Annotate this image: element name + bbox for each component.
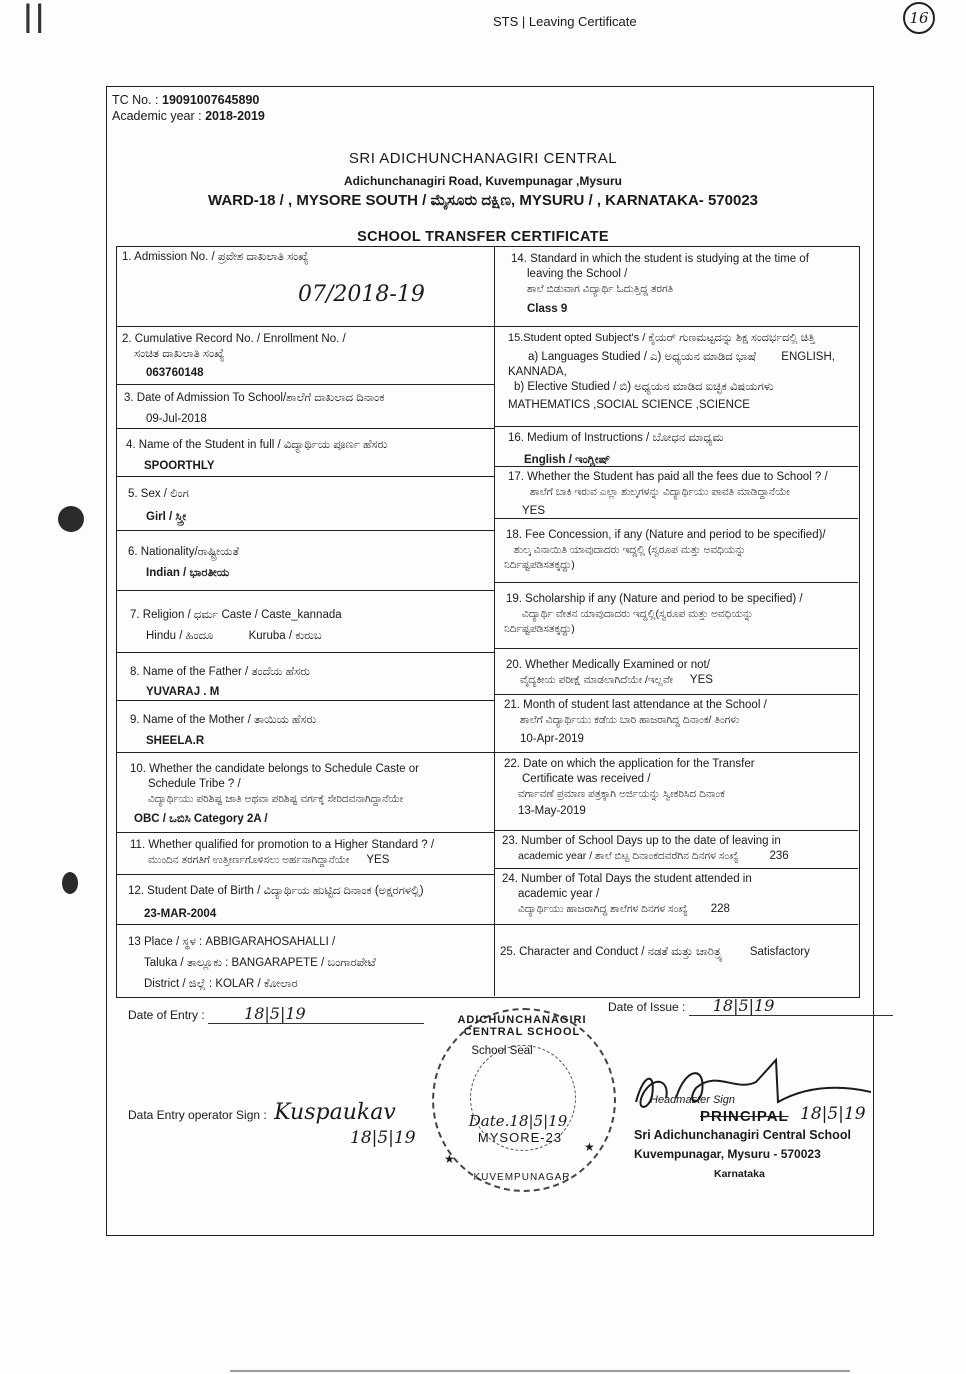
category-label-2: Schedule Tribe ? /	[148, 778, 241, 790]
field-fee-concession	[504, 528, 858, 573]
operator-signature: Kuspaukav	[274, 1100, 396, 1125]
languages-value-2: KANNADA,	[508, 366, 567, 378]
fees-label-kn: ಶಾಲೆಗೆ ಬಾಕಿ ಇರುವ ಎಲ್ಲಾ ಶುಲ್ಕಗಳನ್ನು ವಿದ್ಯಾರ್ಥಿಯು ಪಾವತಿ ಮಾಡಿದ್ದಾನೆಯೇ	[530, 486, 790, 498]
student-name-label: 4. Name of the Student in full / ವಿದ್ಯಾರ್ಥಿಯ ಪೂರ್ಣ ಹೆಸರು	[126, 439, 388, 451]
field-father-name	[130, 665, 492, 700]
promotion-label: 11. Whether qualified for promotion to a Higher Standard ? /	[130, 839, 435, 851]
field-enrollment-no	[122, 332, 490, 381]
school-name: SRI ADICHUNCHANAGIRI CENTRAL	[348, 150, 618, 167]
scholarship-label-kn: ವಿದ್ಯಾರ್ಥಿ ವೇತನ ಯಾವುದಾದರು ಇದ್ದಲ್ಲಿ(ಸ್ವರೂಪ ಮತ್ತು ಅವಧಿಯನ್ನು	[522, 608, 754, 620]
star-icon: ★	[584, 1140, 595, 1154]
principal-date: 18|5|19	[800, 1104, 866, 1124]
principal-label: PRINCIPAL	[700, 1108, 789, 1125]
attended-label-2: academic year /	[518, 888, 600, 900]
star-icon: ★	[444, 1152, 455, 1166]
sex-value: Girl / ಸ್ತ್ರೀ	[146, 511, 187, 523]
field-fees-paid	[508, 470, 858, 519]
school-days-label-kn: academic year / ಶಾಲೆ ಬಿಟ್ಟ ದಿನಾಂಕದವರೆಗಿನ ದಿನಗಳ ಸಂಖ್ಯೆ	[518, 850, 739, 862]
field-admission-date	[124, 391, 492, 427]
dob-label: 12. Student Date of Birth / ವಿದ್ಯಾರ್ಥಿಯ ಹುಟ್ಟಿದ ದಿನಾಂಕ (ಅಕ್ಷರಗಳಲ್ಲಿ)	[128, 885, 424, 897]
promotion-value: YES	[366, 854, 390, 866]
conduct-value: Satisfactory	[749, 946, 810, 958]
religion-value: Hindu / ಹಿಂದೂ	[146, 630, 214, 642]
issue-label: Date of Issue :	[608, 1000, 686, 1014]
concession-label-kn-2: ನಿರ್ದಿಷ್ಟಪಡಿಸತಕ್ಕದ್ದು)	[504, 559, 575, 571]
column-divider	[494, 246, 495, 996]
nationality-value: Indian / ಭಾರತೀಯ	[146, 567, 230, 579]
academic-year: 2018-2019	[205, 109, 265, 123]
field-subjects	[508, 331, 858, 413]
application-label-kn: ವರ್ಗಾವಣೆ ಪ್ರಮಾಣ ಪತ್ರಕ್ಕಾಗಿ ಅರ್ಜಿಯನ್ನು ಸ್ವೀಕರಿಸಿದ ದಿನಾಂಕ	[518, 788, 725, 800]
father-label: 8. Name of the Father / ತಂದೆಯ ಹೆಸರು	[130, 666, 310, 678]
field-scholarship	[504, 592, 858, 637]
admission-date-label: 3. Date of Admission To School/ಶಾಲೆಗೆ ದಾಖಲಾದ ದಿನಾಂಕ	[124, 392, 385, 404]
concession-label-kn: ಶುಲ್ಕ ವಿನಾಯಿತಿ ಯಾವುದಾದರು ಇದ್ದಲ್ಲಿ (ಸ್ವರೂಪ ಮತ್ತು ಅವಧಿಯನ್ನು	[514, 544, 746, 556]
admission-date-value: 09-Jul-2018	[146, 413, 207, 425]
category-value: OBC / ಒಬಿಸಿ Category 2A /	[134, 813, 268, 825]
enrollment-label: 2. Cumulative Record No. / Enrollment No. /	[122, 333, 346, 345]
school-days-value: 236	[769, 850, 789, 862]
subjects-label: 15.Student opted Subject's / ಕೈಯರ್ ಗುಣಮಟ್ಟದನ್ನು ಶಿಕ್ಷ ಸಂದರ್ಭದಲ್ಲಿ ಚಿತ್ತಿ	[508, 332, 815, 344]
field-religion-caste	[130, 608, 492, 644]
scan-mark: ǀǀ	[22, 0, 46, 43]
medical-value: YES	[689, 674, 713, 686]
field-attended-days	[502, 872, 858, 917]
page-number-badge: 16	[903, 2, 935, 34]
bottom-edge-line	[230, 1370, 850, 1372]
date-of-issue	[608, 996, 893, 1016]
last-attendance-value: 10-Apr-2019	[520, 733, 584, 745]
conduct-label: 25. Character and Conduct / ನಡತೆ ಮತ್ತು ಚಾರಿತ್ರ್ಯ	[500, 946, 723, 958]
field-nationality	[128, 545, 492, 581]
seal-top-text: ADICHUNCHANAGIRI CENTRAL SCHOOL	[457, 1014, 587, 1038]
medium-value: English / ಇಂಗ್ಲೀಷ್	[524, 454, 611, 466]
student-name-value: SPOORTHLY	[144, 460, 215, 472]
field-admission-no	[122, 250, 490, 307]
punch-hole-icon	[58, 506, 84, 532]
dob-value: 23-MAR-2004	[144, 908, 217, 920]
languages-value-1: ENGLISH,	[781, 351, 835, 363]
scholarship-label-kn-2: ನಿರ್ದಿಷ್ಟಪಡಿಸತಕ್ಕದ್ದು)	[504, 623, 575, 635]
date-of-entry	[128, 1004, 424, 1024]
district-value: District / ಜಿಲ್ಲೆ : KOLAR / ಕೋಲಾರ	[144, 978, 298, 990]
last-attendance-label: 21. Month of student last attendance at the School /	[504, 699, 767, 711]
elective-label: b) Elective Studied / ಬಿ) ಅಧ್ಯಯನ ಮಾಡಿದ ಐಚ್ಛಿಕ ವಿಷಯಗಳು	[514, 381, 774, 393]
attended-value: 228	[710, 903, 730, 915]
languages-label: a) Languages Studied / ಎ) ಅಧ್ಯಯನ ಮಾಡಿದ ಭಾಷೆ	[528, 351, 757, 363]
entry-date: 18|5|19	[208, 1004, 424, 1024]
standard-label-kn: ಶಾಲೆ ಬಿಡುವಾಗ ವಿದ್ಯಾರ್ಥಿ ಓದುತ್ತಿದ್ದ ತರಗತಿ	[527, 283, 674, 295]
operator-label: Data Entry operator Sign :	[128, 1108, 267, 1122]
school-days-label: 23. Number of School Days up to the date of leaving in	[502, 835, 781, 847]
field-mother-name	[130, 713, 492, 749]
school-ward: WARD-18 / , MYSORE SOUTH / ಮೈಸೂರು ದಕ್ಷಿಣ, MYSURU / , KARNATAKA- 570023	[207, 192, 758, 209]
operator-date: 18|5|19	[350, 1128, 416, 1148]
admission-value: 07/2018-19	[298, 282, 425, 307]
application-label-2: Certificate was received /	[522, 773, 651, 785]
seal-city: MYSORE-23	[477, 1130, 563, 1145]
sex-label: 5. Sex / ಲಿಂಗ	[128, 488, 189, 500]
application-value: 13-May-2019	[518, 805, 586, 817]
medium-label: 16. Medium of Instructions / ಬೋಧನ ಮಾಧ್ಯಮ	[508, 432, 724, 444]
document-title: SCHOOL TRANSFER CERTIFICATE	[357, 229, 609, 245]
father-value: YUVARAJ . M	[146, 686, 220, 698]
scholarship-label: 19. Scholarship if any (Nature and period to be specified) /	[506, 593, 803, 605]
headmaster-sign-label: Headmaster Sign	[650, 1094, 735, 1106]
category-label: 10. Whether the candidate belongs to Schedule Caste or	[130, 763, 419, 775]
school-address: Adichunchanagiri Road, Kuvempunagar ,Mysuru	[343, 174, 623, 188]
issue-date: 18|5|19	[689, 996, 893, 1016]
field-place	[128, 932, 492, 995]
field-dob	[128, 884, 492, 922]
year-label: Academic year :	[112, 109, 202, 123]
field-caste-category	[130, 762, 492, 827]
field-sex	[128, 487, 492, 525]
standard-value: Class 9	[527, 303, 568, 315]
category-label-kn: ವಿದ್ಯಾರ್ಥಿಯು ಪರಿಶಿಷ್ಟ ಜಾತಿ ಅಥವಾ ಪರಿಶಿಷ್ಟ ವರ್ಗಕ್ಕೆ ಸೇರಿದವನಾಗಿದ್ದಾನೆಯೇ	[148, 793, 404, 805]
religion-label: 7. Religion / ಧರ್ಮ Caste / Caste_kannada	[130, 609, 342, 621]
mother-value: SHEELA.R	[146, 735, 205, 747]
field-application-date	[504, 757, 858, 819]
tc-label: TC No. :	[112, 93, 159, 107]
last-attendance-label-kn: ಶಾಲೆಗೆ ವಿದ್ಯಾರ್ಥಿಯು ಕಡೆಯ ಬಾರಿ ಹಾಜರಾಗಿದ್ದ ದಿನಾಂಕ/ ತಿಂಗಳು	[520, 714, 740, 726]
seal-bottom-text: KUVEMPUNAGAR	[473, 1172, 571, 1183]
principal-stamp-line3: Karnataka	[714, 1168, 765, 1180]
field-last-attendance	[504, 698, 858, 747]
page-header-label: STS | Leaving Certificate	[493, 14, 637, 29]
operator-sign	[128, 1100, 396, 1125]
attended-label-kn: ವಿದ್ಯಾರ್ಥಿಯು ಹಾಜರಾಗಿದ್ದ ಶಾಲೆಗಳ ದಿನಗಳ ಸಂಖ್ಯೆ	[518, 903, 688, 915]
medical-label: 20. Whether Medically Examined or not/	[506, 659, 710, 671]
entry-label: Date of Entry :	[128, 1008, 205, 1022]
seal-label: School Seal	[471, 1045, 533, 1057]
application-label: 22. Date on which the application for the Transfer	[504, 758, 755, 770]
concession-label: 18. Fee Concession, if any (Nature and period to be specified)/	[506, 529, 826, 541]
field-medical	[504, 658, 858, 688]
place-value: 13 Place / ಸ್ಥಳ : ABBIGARAHOSAHALLI /	[128, 936, 336, 948]
fees-label: 17. Whether the Student has paid all the fees due to School ? /	[508, 471, 828, 483]
medical-label-kn: ವೈದ್ಯಕೀಯ ಪರೀಕ್ಷೆ ಮಾಡಲಾಗಿದೆಯೇ /ಇಲ್ಲವೇ	[520, 674, 673, 686]
tc-block	[112, 92, 265, 124]
seal-date: Date.18|5|19	[468, 1112, 568, 1130]
standard-label-2: leaving the School /	[527, 268, 628, 280]
standard-label: 14. Standard in which the student is studying at the time of	[511, 253, 809, 265]
enrollment-label-kn: ಸಂಚಿತ ದಾಖಲಾತಿ ಸಂಖ್ಯೆ	[134, 348, 225, 360]
admission-label: 1. Admission No. / ಪ್ರವೇಶ ದಾಖಲಾತಿ ಸಂಖ್ಯೆ	[122, 251, 309, 263]
field-student-name	[126, 438, 492, 474]
nationality-label: 6. Nationality/ರಾಷ್ಟ್ರೀಯತೆ	[128, 546, 239, 558]
field-conduct	[500, 945, 858, 960]
mother-label: 9. Name of the Mother / ತಾಯಿಯ ಹೆಸರು	[130, 714, 317, 726]
field-medium	[508, 431, 858, 468]
principal-stamp-line1: Sri Adichunchanagiri Central School	[634, 1128, 851, 1142]
field-promotion	[130, 838, 492, 868]
principal-stamp-line2: Kuvempunagar, Mysuru - 570023	[634, 1147, 821, 1161]
field-standard	[511, 252, 855, 317]
elective-value: MATHEMATICS ,SOCIAL SCIENCE ,SCIENCE	[508, 399, 750, 411]
field-school-days	[502, 834, 858, 864]
taluka-value: Taluka / ತಾಲ್ಲೂಕು : BANGARAPETE / ಬಂಗಾರಪೇಟೆ	[144, 957, 376, 969]
tc-number: 19091007645890	[162, 93, 260, 107]
fees-value: YES	[522, 505, 546, 517]
caste-value: Kuruba / ಕುರುಬ	[248, 630, 322, 642]
promotion-label-kn: ಮುಂದಿನ ತರಗತಿಗೆ ಉತ್ತೀರ್ಣಗೊಳಿಸಲು ಅರ್ಹನಾಗಿದ್ದಾನೆಯೇ	[148, 854, 350, 866]
punch-hole-icon	[62, 872, 78, 894]
attended-label: 24. Number of Total Days the student attended in	[502, 873, 752, 885]
enrollment-value: 063760148	[146, 367, 204, 379]
